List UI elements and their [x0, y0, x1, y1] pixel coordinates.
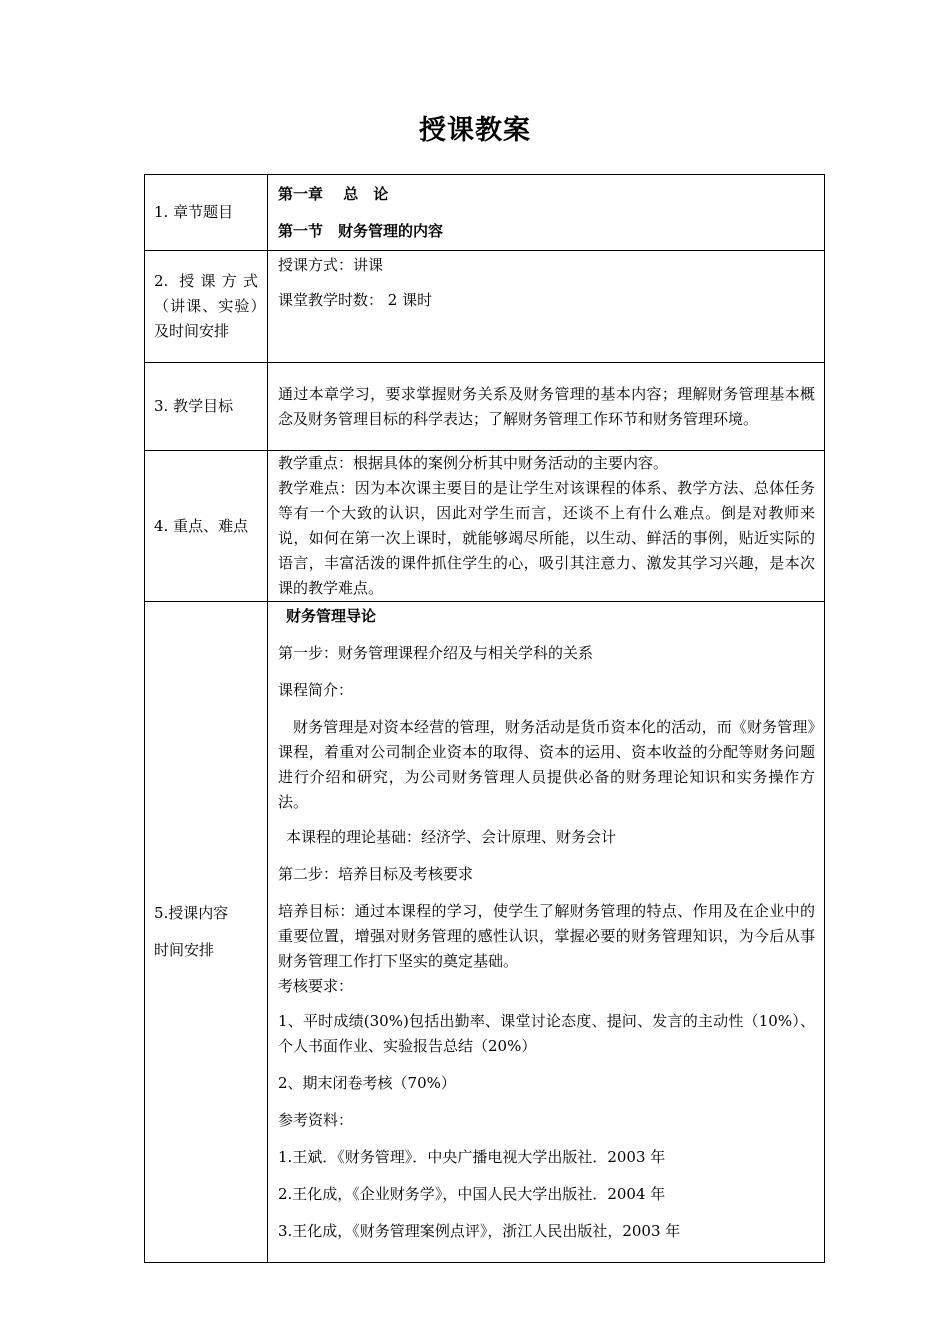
- difficulty-text: 教学难点：因为本次课主要目的是让学生对该课程的体系、教学方法、总体任务等有一个大致的认识，因此对学生而言，还谈不上有什么难点。倒是对教师来说，如何在第一次上课时，就能够竭尽所能，以生动、鲜活的事例，贴近实际的语言，丰富活泼的课件抓住学生的心，吸引其注意力、激发其学习兴趣，是本次课的教学难点。: [278, 479, 815, 597]
- row-chapter: [145, 175, 825, 251]
- step2-text: 第二步：培养目标及考核要求: [278, 865, 474, 883]
- reference-item: 1.王斌．《财务管理》．中央广播电视大学出版社．2003 年: [278, 1148, 666, 1166]
- theory-text: 本课程的理论基础：经济学、会计原理、财务会计: [286, 828, 617, 846]
- row-content: [145, 602, 825, 1263]
- row-key-points: [145, 451, 825, 602]
- assessment-item-2: 2、期末闭卷考核（70%）: [278, 1074, 456, 1092]
- row-method: [145, 251, 825, 363]
- content-label: [145, 602, 268, 1263]
- reference-item: 2.王化成，《企业财务学》，中国人民大学出版社．2004 年: [278, 1185, 666, 1203]
- intro-text: 财务管理是对资本经营的管理，财务活动是货币资本化的活动，而《财务管理》课程，着重对公司制企业资本的取得、资本的运用、资本收益的分配等财务问题进行介绍和研究，为公司财务管理人员提供必备的财务理论知识和实务操作方法。: [278, 718, 815, 811]
- assessment-title: 考核要求：: [278, 977, 354, 995]
- goals-label: 3. 教学目标: [145, 363, 268, 451]
- objective-text: 培养目标：通过本课程的学习，使学生了解财务管理的特点、作用及在企业中的重要位置，增强对财务管理的感性认识，掌握必要的财务管理知识，为今后从事财务管理工作打下坚实的奠定基础。: [278, 902, 815, 970]
- chapter-title: 第一章 总 论: [278, 184, 389, 203]
- class-hours: 课堂教学时数： 2 课时: [278, 291, 433, 309]
- section-title: 第一节 财务管理的内容: [278, 221, 444, 240]
- key-points-content: [268, 451, 825, 602]
- references-title: 参考资料：: [278, 1111, 354, 1129]
- lesson-plan-table: [144, 174, 825, 1263]
- method-content: [268, 251, 825, 363]
- row-goals: [145, 363, 825, 451]
- chapter-content: [268, 175, 825, 251]
- content-body: [268, 602, 825, 1263]
- key-point-text: 教学重点：根据具体的案例分析其中财务活动的主要内容。: [278, 454, 669, 472]
- step1-text: 第一步：财务管理课程介绍及与相关学科的关系: [278, 644, 594, 662]
- content-label-line2: 时间安排: [154, 941, 215, 959]
- content-heading: 财务管理导论: [286, 607, 377, 625]
- teaching-mode: 授课方式：讲课: [278, 256, 384, 274]
- content-label-line1: 5.授课内容: [154, 904, 229, 922]
- chapter-label: 1. 章节题目: [145, 175, 268, 251]
- intro-title: 课程简介：: [278, 681, 354, 699]
- goals-text: 通过本章学习，要求掌握财务关系及财务管理的基本内容；理解财务管理基本概念及财务管理目标的科学表达；了解财务管理工作环节和财务管理环境。: [268, 363, 825, 451]
- page-title: 授课教案: [419, 115, 531, 146]
- assessment-item-1: 1、平时成绩(30%)包括出勤率、课堂讨论态度、提问、发言的主动性（10%）、个人书面作业、实验报告总结（20%）: [278, 1012, 815, 1055]
- reference-item: 3.王化成，《财务管理案例点评》，浙江人民出版社，2003 年: [278, 1222, 681, 1240]
- key-points-label: 4. 重点、难点: [145, 451, 268, 602]
- method-label: 2. 授课方式（讲课、实验）及时间安排: [145, 251, 268, 363]
